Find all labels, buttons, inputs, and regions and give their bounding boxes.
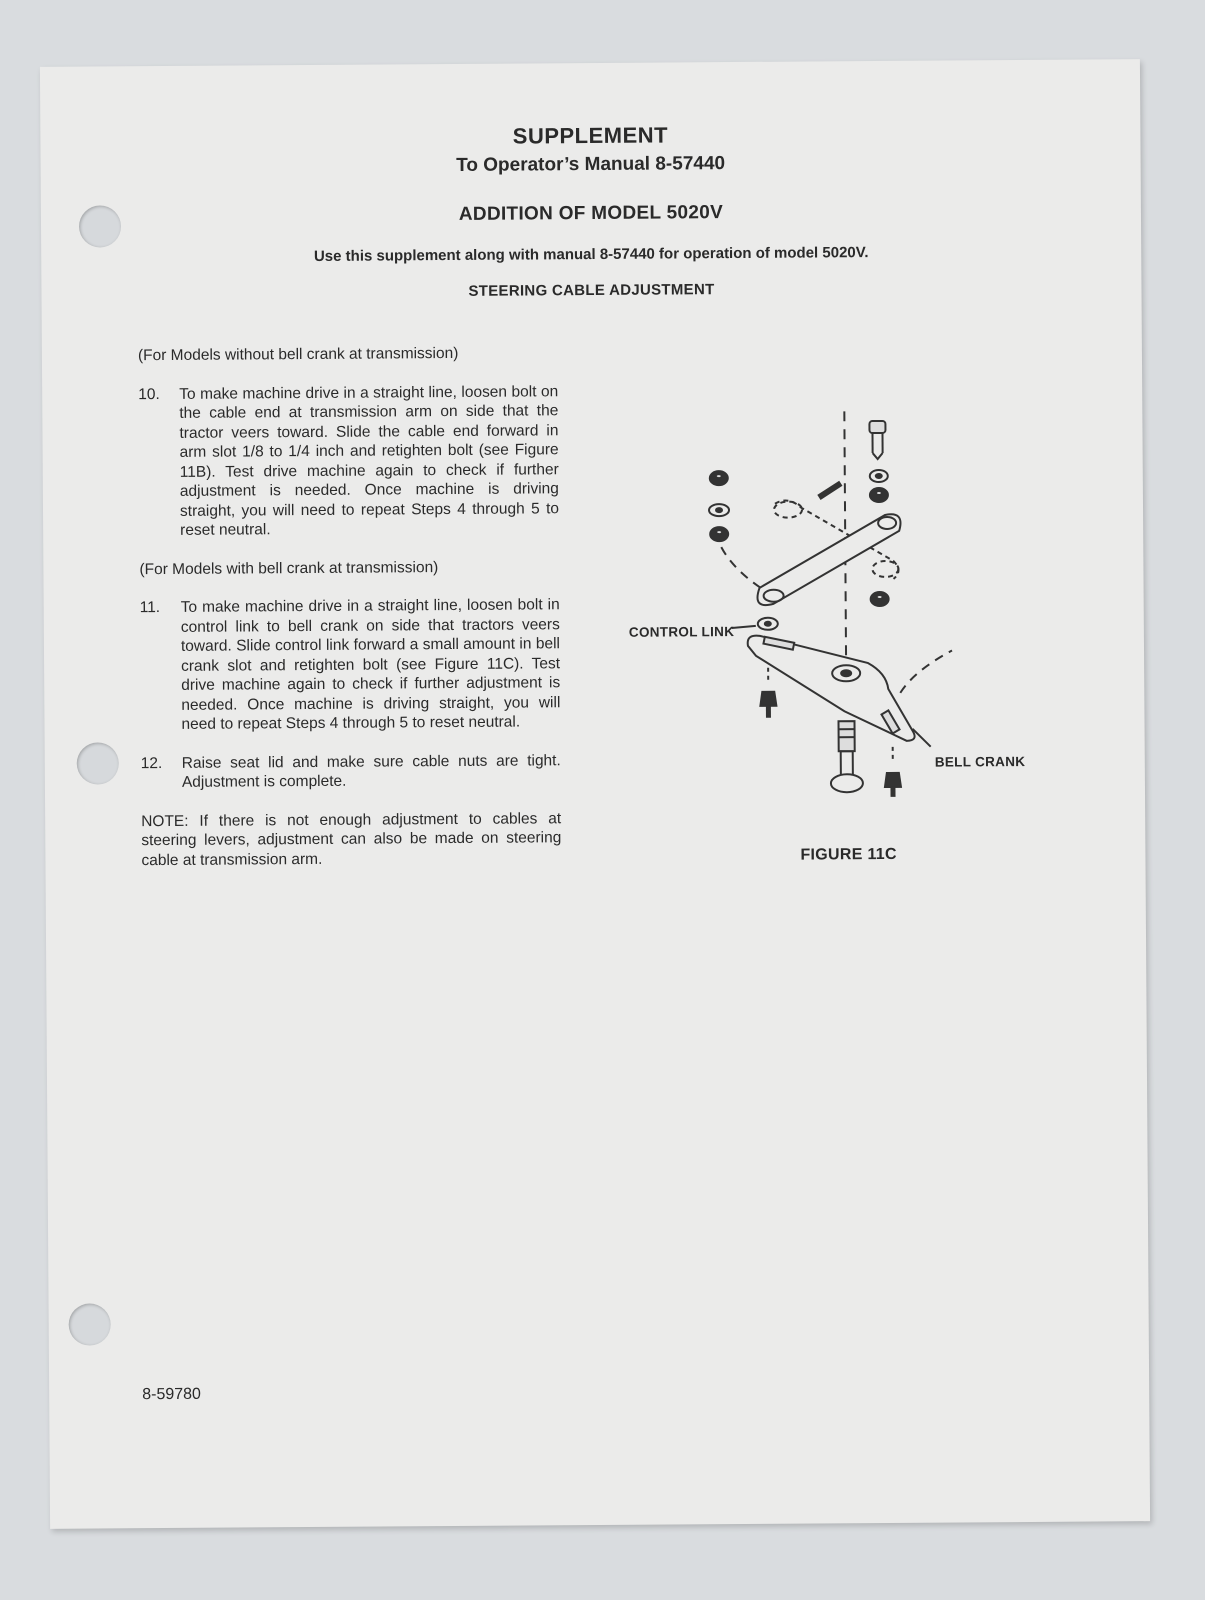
figure-caption: FIGURE 11C: [800, 845, 897, 864]
instruction-column: [138, 343, 562, 870]
condition-with-bell-crank: (For Models with bell crank at transmission): [139, 558, 439, 578]
pin-icon: [819, 483, 841, 497]
step-number: 12.: [140, 754, 163, 772]
control-link-label: CONTROL LINK: [628, 624, 735, 640]
note-text: NOTE: If there is not enough adjustment to cables at steering levers, adjustment can also be made on steering cable at transmission arm.: [141, 809, 562, 869]
figure-11c-diagram: [622, 410, 1045, 803]
shoulder-bolt-icon: [830, 721, 862, 792]
bell-crank-label: BELL CRANK: [934, 753, 1026, 770]
small-bolt-icon: [885, 747, 901, 797]
document-number: 8-59780: [142, 1385, 201, 1404]
step-10: [138, 382, 559, 541]
small-bolt-icon: [760, 668, 776, 718]
bell-crank-icon: [748, 634, 915, 741]
step-number: 11.: [139, 599, 161, 617]
document-page: [40, 59, 1150, 1529]
step-text: To make machine drive in a straight line, loosen bolt on the cable end at transmission arm on side that the tractor veers toward. Slide the cable end forward in arm slot 1/8 to 1/4 inch and retighten bolt (see Figure 11B). Test drive machine again to check if further adjustment is needed. Once machine is driving straight, you will need to repeat Steps 4 through 5 to reset neutral.: [179, 382, 560, 539]
step-text: To make machine drive in a straight line, loosen bolt in control link to bell crank on side that tractors veers toward. Slide control link forward a small amount in bell crank slot and retighten bolt (see Figure 11C). Test drive machine again to check if further adjustment is needed. Once machine is driving straight, you will need to repeat Steps 4 through 5 to reset neutral.: [180, 596, 561, 733]
punch-hole: [69, 1303, 111, 1345]
condition-without-bell-crank: (For Models without bell crank at transmission): [137, 344, 459, 365]
top-bolt-icon: [869, 421, 885, 459]
document-title: SUPPLEMENT: [512, 122, 669, 149]
step-text: Raise seat lid and make sure cable nuts are tight. Adjustment is complete.: [181, 751, 561, 791]
centerline: [844, 411, 846, 661]
section-heading: STEERING CABLE ADJUSTMENT: [468, 281, 715, 300]
step-12: [141, 751, 561, 793]
document-subtitle: To Operator’s Manual 8-57440: [456, 153, 726, 176]
step-number: 10.: [138, 385, 160, 403]
step-11: [140, 595, 561, 734]
usage-instruction: Use this supplement along with manual 8-57440 for operation of model 5020V.: [313, 244, 869, 265]
bell-crank-assembly-drawing: [622, 410, 1045, 803]
document-heading: ADDITION OF MODEL 5020V: [458, 202, 724, 225]
punch-hole: [77, 742, 119, 784]
